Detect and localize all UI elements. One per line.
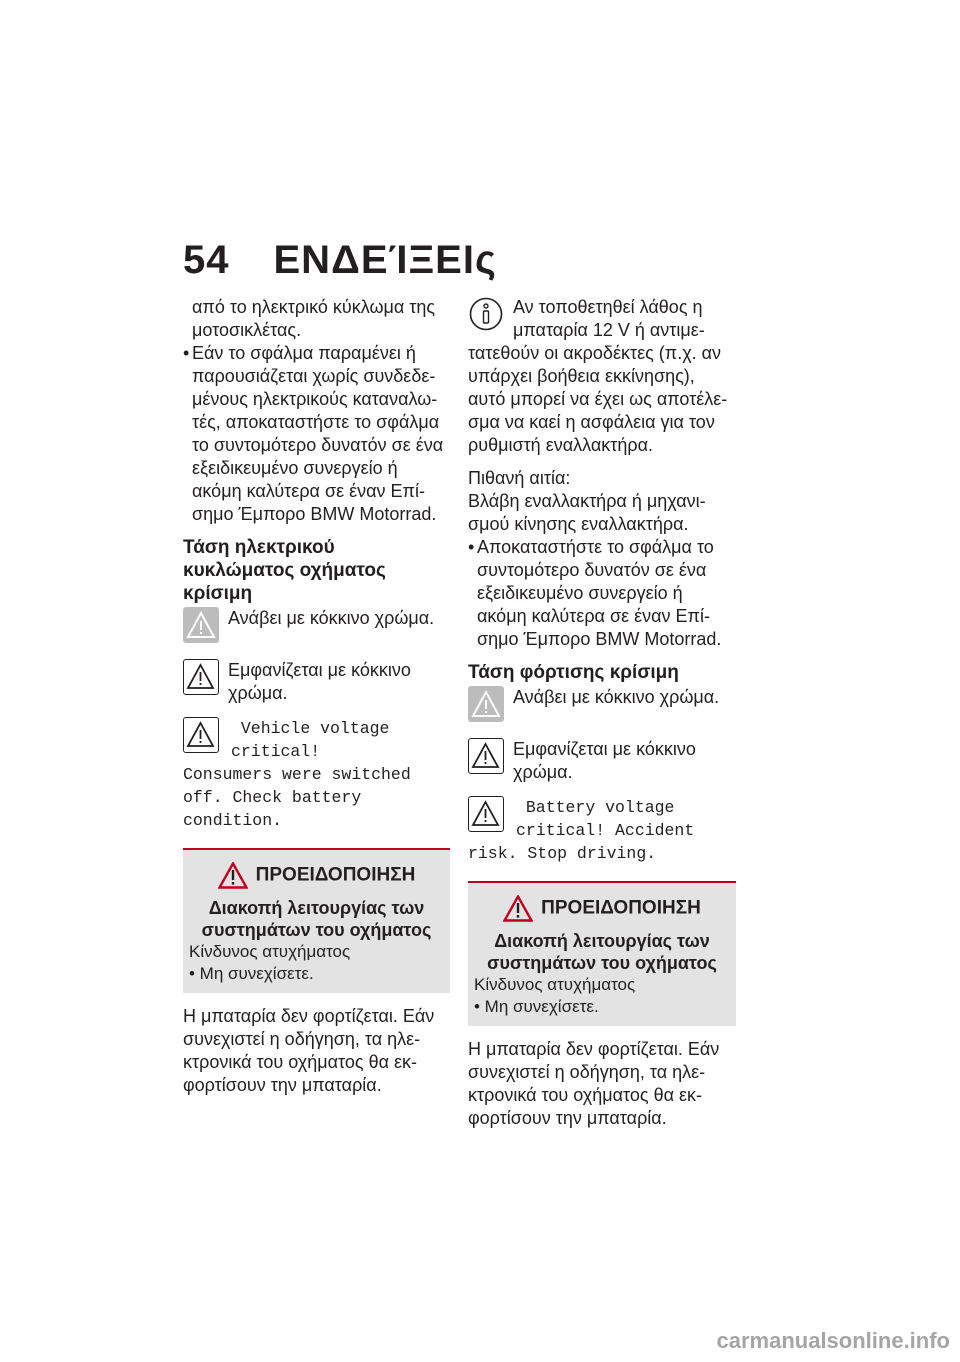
warning-triangle-outline-icon bbox=[468, 796, 504, 832]
right-warning-title-text: ΠΡΟΕΙΔΟΠΟΙΗΣΗ bbox=[541, 897, 701, 919]
right-info-line-2: μπαταρία 12 V ή αντιμε- bbox=[513, 320, 705, 340]
left-display-message-line-2: critical! bbox=[231, 742, 321, 761]
warning-triangle-outline-icon bbox=[183, 659, 219, 695]
bullet-dot: • bbox=[468, 537, 475, 557]
bullet-dot: • bbox=[183, 343, 190, 363]
left-warning-box bbox=[183, 848, 450, 993]
right-warning-box bbox=[468, 881, 736, 1026]
right-warning-title bbox=[474, 895, 730, 922]
right-display-message-row bbox=[468, 796, 736, 842]
left-paragraph-intro: από το ηλεκτρικό κύκλωμα της μοτοσικλέτας. bbox=[192, 297, 436, 340]
right-indicator-text-2: Εμφανίζεται με κόκκινο χρώμα. bbox=[513, 739, 696, 782]
left-warning-title-text: ΠΡΟΕΙΔΟΠΟΙΗΣΗ bbox=[255, 864, 416, 886]
left-indicator-row-outline bbox=[183, 659, 450, 705]
left-display-message-row bbox=[183, 717, 450, 763]
warning-triangle-icon bbox=[183, 607, 219, 643]
right-info-rest: τατεθούν οι ακροδέκτες (π.χ. αν υπάρχει βοήθεια εκκίνησης), αυτό μπορεί να έχει ως αποτέλε-σμα να καεί η ασφάλεια για τον ρυθμιστή εναλλακτήρα. bbox=[468, 343, 728, 455]
page-title: ΕΝΔΕΊΞΕΙς bbox=[273, 238, 497, 282]
right-indicator-row-filled bbox=[468, 686, 736, 726]
right-bullet-text: Αποκαταστήστε το σφάλμα το συντομότερο δυνατόν σε ένα εξειδικευμένο συνεργείο ή ακόμη καλύτερα σε έναν Επί-σημο Έμπορο BMW Motorrad. bbox=[477, 537, 722, 649]
right-display-message-rest: risk. Stop driving. bbox=[468, 844, 657, 863]
left-display-message-line-1: Vehicle voltage bbox=[231, 719, 390, 738]
right-indicator-row-outline bbox=[468, 738, 736, 784]
left-warning-line-2: • Μη συνεχίσετε. bbox=[189, 964, 314, 983]
right-indicator-text-1: Ανάβει με κόκκινο χρώμα. bbox=[513, 687, 720, 707]
right-warning-line-1: Κίνδυνος ατυχήματος bbox=[474, 975, 636, 994]
left-warning-line-1: Κίνδυνος ατυχήματος bbox=[189, 942, 351, 961]
page-header bbox=[183, 238, 497, 283]
right-bullet-item bbox=[468, 536, 736, 651]
watermark-text: carmanualsonline.info bbox=[716, 1328, 950, 1353]
right-paragraph-after-warning: Η μπαταρία δεν φορτίζεται. Εάν συνεχιστεί η οδήγηση, τα ηλε-κτρονικά του οχήματος θα εκ-φορτίσουν την μπαταρία. bbox=[468, 1039, 720, 1128]
warning-triangle-icon bbox=[468, 686, 504, 722]
left-column bbox=[183, 296, 450, 1097]
right-cause-text: Βλάβη εναλλακτήρα ή μηχανι-σμού κίνησης εναλλακτήρα. bbox=[468, 491, 706, 534]
info-icon bbox=[468, 296, 504, 332]
left-section-heading: Τάση ηλεκτρικού κυκλώματος οχήματος κρίσιμη bbox=[183, 537, 386, 604]
left-indicator-text-1: Ανάβει με κόκκινο χρώμα. bbox=[228, 608, 435, 628]
warning-triangle-red-icon bbox=[218, 862, 248, 889]
left-bullet-text: Εάν το σφάλμα παραμένει ή παρουσιάζεται χωρίς συνδεδε-μένους ηλεκτρικούς καταναλω-τές, αποκαταστήστε το σφάλμα το συντομότερο δυνατόν σε ένα εξειδικευμένο συνεργείο ή ακόμη καλύτερα σε έναν Επί-σημο Έμπορο BMW Motorrad. bbox=[192, 343, 444, 524]
right-display-message-line-1: Battery voltage bbox=[516, 798, 675, 817]
left-bullet-item bbox=[183, 342, 450, 526]
left-indicator-row-filled bbox=[183, 607, 450, 647]
left-paragraph-after-warning: Η μπαταρία δεν φορτίζεται. Εάν συνεχιστεί η οδήγηση, τα ηλε-κτρονικά του οχήματος θα εκ-φορτίσουν την μπαταρία. bbox=[183, 1006, 435, 1095]
right-cause-label: Πιθανή αιτία: bbox=[468, 468, 571, 488]
right-warning-line-2: • Μη συνεχίσετε. bbox=[474, 997, 599, 1016]
left-display-message-rest: Consumers were switched off. Check battery condition. bbox=[183, 765, 421, 830]
right-warning-subtitle: Διακοπή λειτουργίας των συστημάτων του οχήματος bbox=[487, 931, 717, 973]
right-display-message-line-2: critical! Accident bbox=[516, 821, 695, 840]
left-warning-subtitle: Διακοπή λειτουργίας των συστημάτων του οχήματος bbox=[201, 898, 432, 940]
right-info-line-1: Αν τοποθετηθεί λάθος η bbox=[513, 297, 703, 317]
left-indicator-text-2: Εμφανίζεται με κόκκινο χρώμα. bbox=[228, 660, 411, 703]
right-info-row bbox=[468, 296, 736, 342]
warning-triangle-outline-icon bbox=[468, 738, 504, 774]
left-warning-title bbox=[189, 862, 444, 889]
warning-triangle-outline-icon bbox=[183, 717, 219, 753]
right-column bbox=[468, 296, 736, 1130]
right-section-heading: Τάση φόρτισης κρίσιμη bbox=[468, 662, 679, 683]
warning-triangle-red-icon bbox=[503, 895, 533, 922]
page-number: 54 bbox=[183, 238, 230, 282]
